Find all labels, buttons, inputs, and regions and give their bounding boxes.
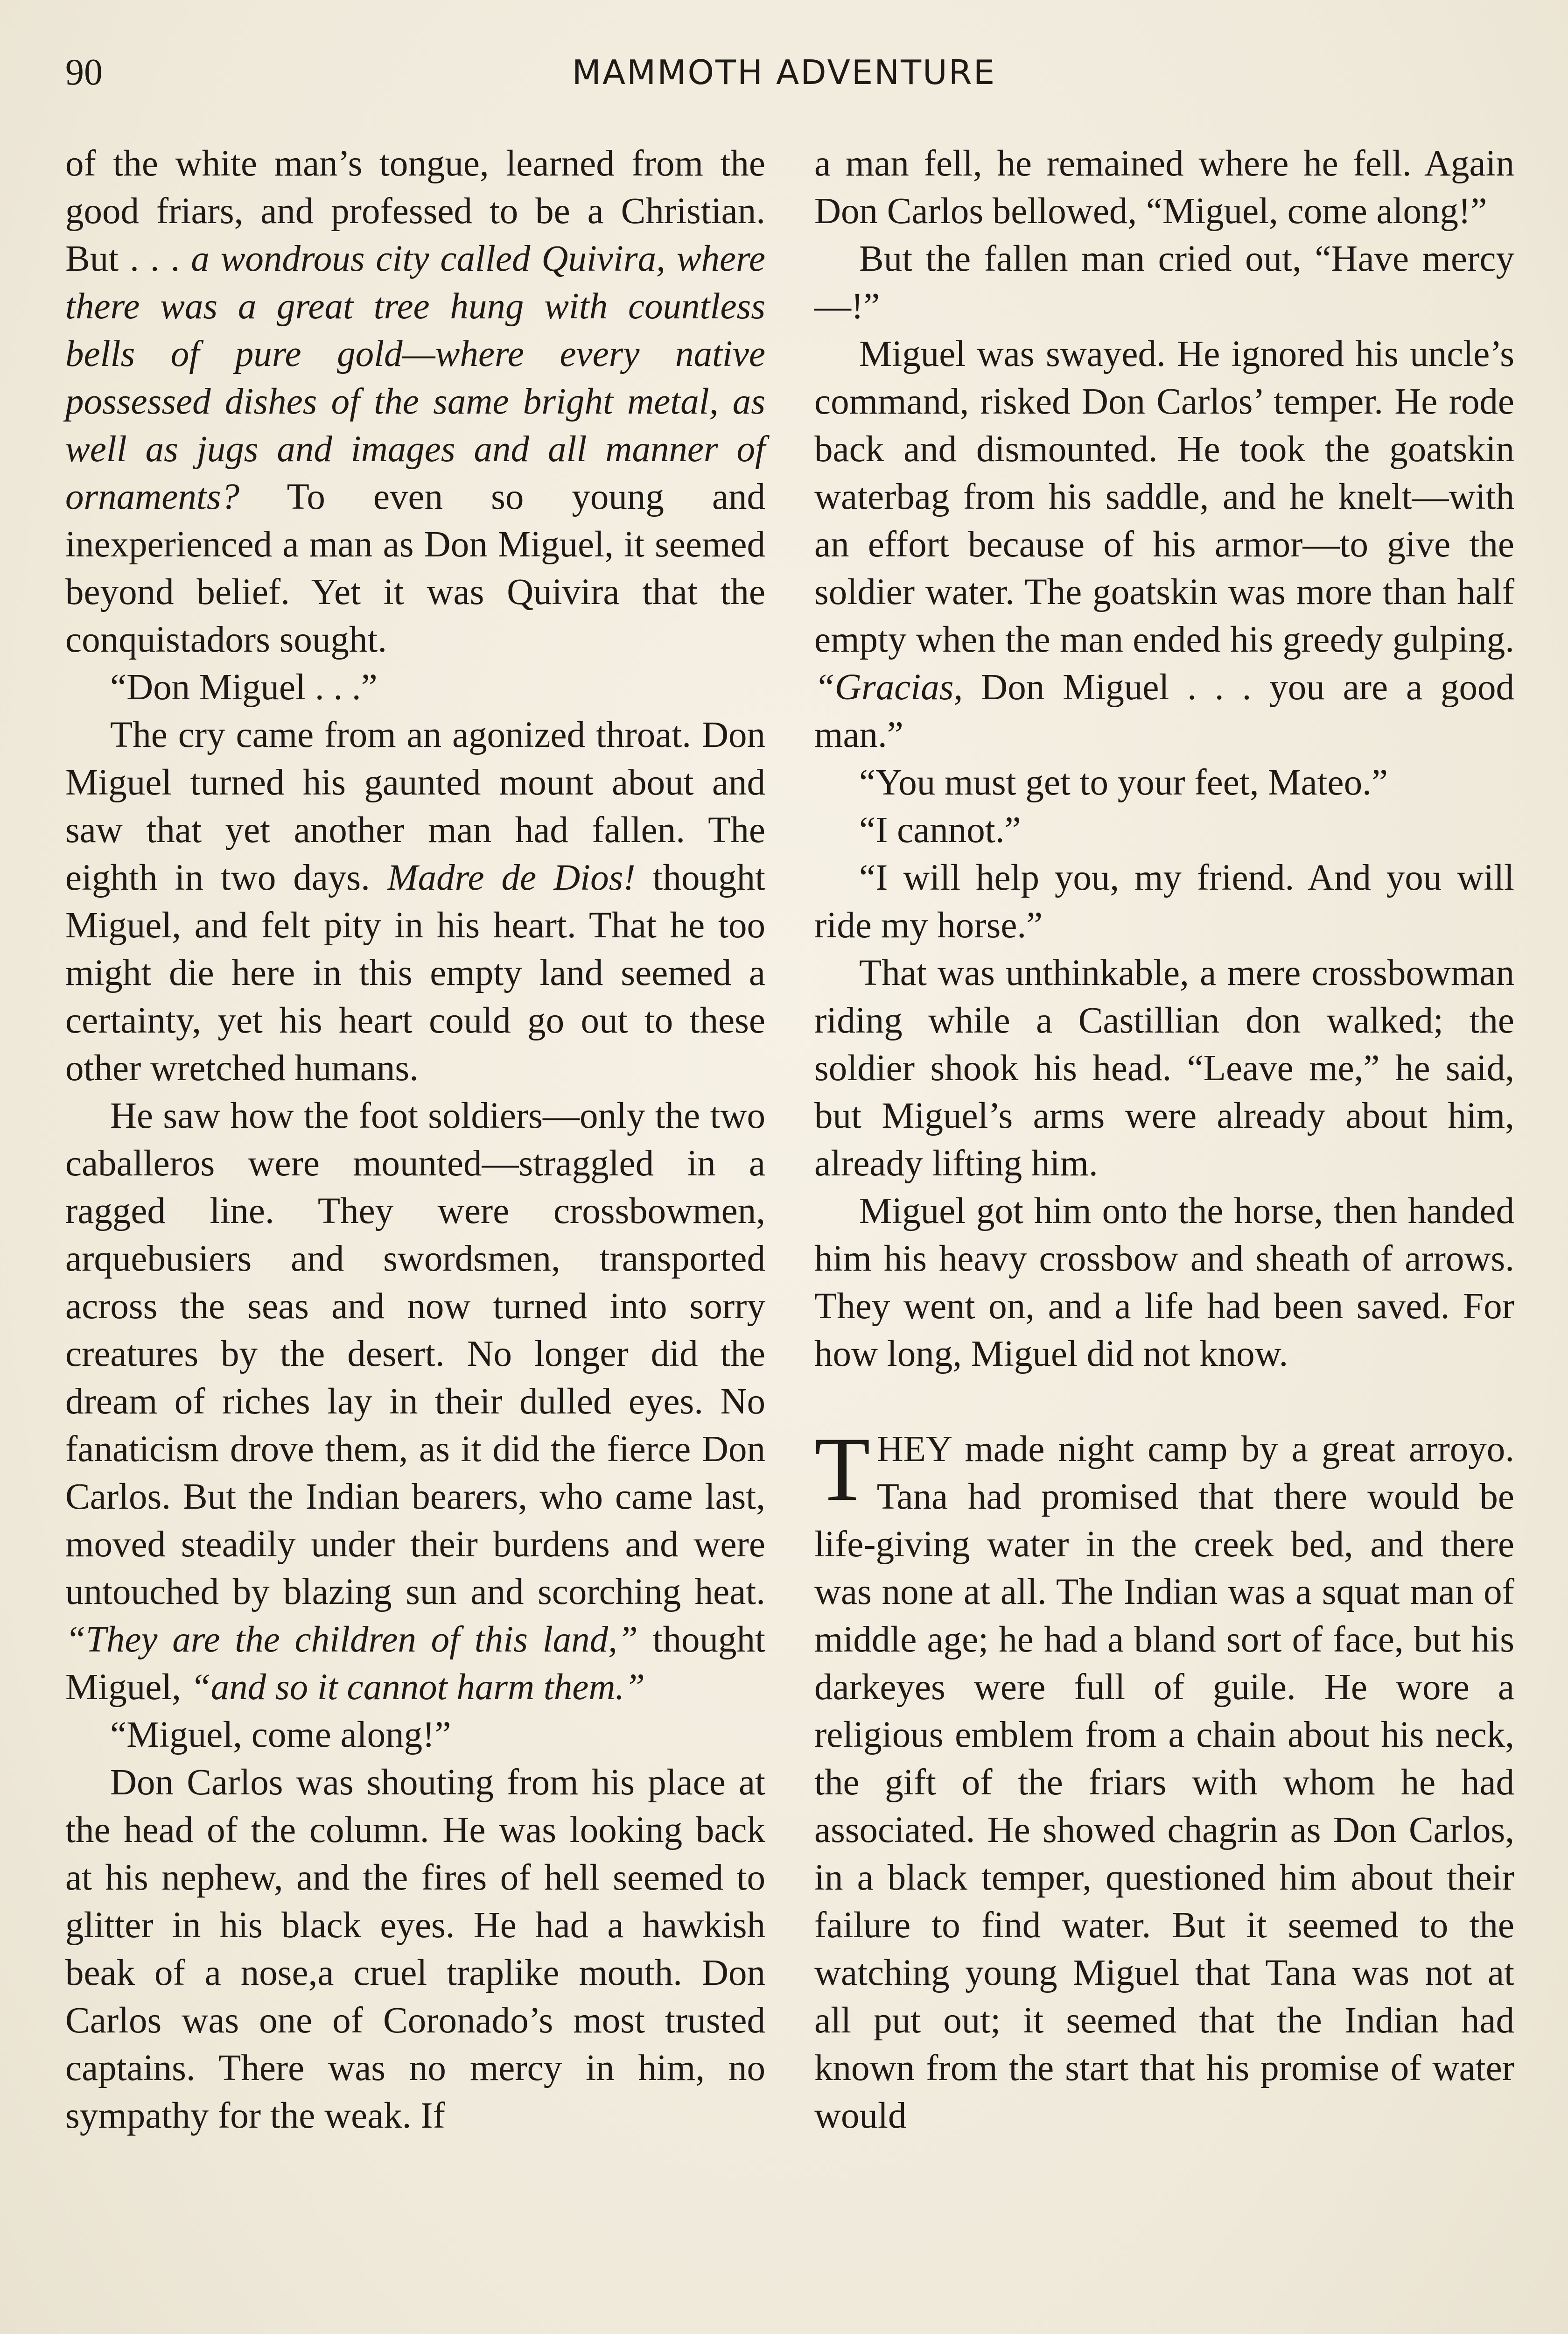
section-break: [814, 1378, 1514, 1426]
paragraph: “I will help you, my friend. And you will ride my horse.”: [814, 858, 1514, 946]
drop-cap: T: [814, 1419, 870, 1520]
paragraph: THEY made night camp by a great arroyo. Tana had promised that there would be life-giving water in the creek bed, and there was none at all. The Indian was a squat man of middle age; he had a bland sort of face, but his darkeyes were full of guile. He wore a religious emblem from a chain about his neck, the gift of the friars with whom he had associated. He showed chagrin as Don Carlos, in a black temper, questioned him about their failure to find water. But it seemed to the watching young Miguel that Tana was not at all put out; it seemed that the Indian had known from the start that his promise of water would: [814, 1419, 1514, 2136]
left-column: [65, 140, 765, 2140]
paragraph: “You must get to your feet, Mateo.”: [859, 762, 1388, 803]
running-title: MAMMOTH ADVENTURE: [572, 53, 996, 92]
paragraph: “Miguel, come along!”: [110, 1715, 451, 1755]
paragraph: That was unthinkable, a mere crossbowman riding while a Castillian don walked; the soldier shook his head. “Leave me,” he said, but Miguel’s arms were already about him, already lifting him.: [814, 953, 1514, 1184]
paragraph: of the white man’s tongue, learned from the good friars, and professed to be a Christian. But . . . a wondrous city called Quivira, where there was a great tree hung with countless bells of pure gold—where every native possessed dishes of the same bright metal, as well as jugs and images and all manner of ornaments? To even so young and inexperienced a man as Don Miguel, it seemed beyond belief. Yet it was Quivira that the conquistadors sought.: [65, 143, 765, 660]
paragraph: Don Carlos was shouting from his place at the head of the column. He was looking back at his nephew, and the fires of hell seemed to glitter in his black eyes. He had a hawkish beak of a nose,a cruel traplike mouth. Don Carlos was one of Coronado’s most trusted captains. There was no mercy in him, no sympathy for the weak. If: [65, 1762, 765, 2136]
paragraph: The cry came from an agonized throat. Don Miguel turned his gaunted mount about and saw that yet another man had fallen. The eighth in two days. Madre de Dios! thought Miguel, and felt pity in his heart. That he too might die here in this empty land seemed a certainty, yet his heart could go out to these other wretched humans.: [65, 715, 765, 1089]
right-column: [814, 140, 1514, 2140]
page-header: [65, 47, 1503, 98]
paragraph: Miguel got him onto the horse, then handed him his heavy crossbow and sheath of arrows. They went on, and a life had been saved. For how long, Miguel did not know.: [814, 1191, 1514, 1374]
paragraph: Miguel was swayed. He ignored his uncle’s command, risked Don Carlos’ temper. He rode back and dismounted. He took the goatskin waterbag from his saddle, and he knelt—with an effort because of his armor—to give the soldier water. The goatskin was more than half empty when the man ended his greedy gulping. “Gracias, Don Miguel . . . you are a good man.”: [814, 334, 1514, 755]
paragraph: He saw how the foot soldiers—only the two caballeros were mounted—straggled in a ragged line. They were crossbowmen, arquebusiers and swordsmen, transported across the seas and now turned into sorry creatures by the desert. No longer did the dream of riches lay in their dulled eyes. No fanaticism drove them, as it did the fierce Don Carlos. But the Indian bearers, who came last, moved steadily under their burdens and were untouched by blazing sun and scorching heat. “They are the children of this land,” thought Miguel, “and so it cannot harm them.”: [65, 1096, 765, 1708]
paragraph: But the fallen man cried out, “Have mercy—!”: [814, 239, 1514, 327]
page-number: 90: [65, 52, 103, 93]
paragraph: “Don Miguel . . .”: [110, 667, 378, 708]
paragraph: “I cannot.”: [859, 810, 1021, 851]
paragraph: a man fell, he remained where he fell. Again Don Carlos bellowed, “Miguel, come along!”: [814, 143, 1514, 232]
